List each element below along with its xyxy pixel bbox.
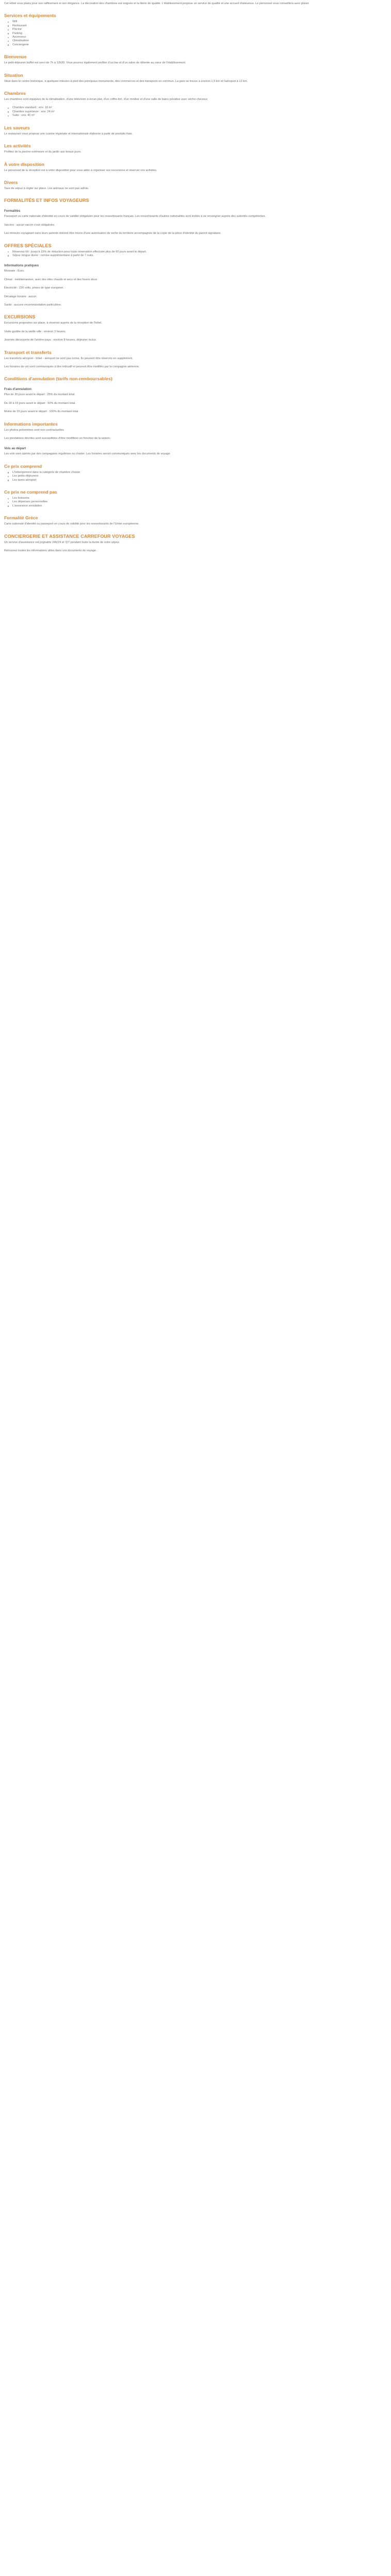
list-item: Les taxes aéroport — [12, 479, 387, 482]
services-title: Services et équipements — [4, 13, 56, 19]
offres-list — [4, 250, 387, 258]
prix-non-list — [4, 497, 387, 508]
paragraph: Électricité : 220 volts, prises de type européen. — [4, 286, 64, 290]
list-item: Les dépenses personnelles — [12, 500, 387, 504]
disposition-title: À votre disposition — [4, 161, 44, 167]
paragraph: Décalage horaire : aucun. — [4, 295, 38, 298]
formalites-title: FORMALITÉS ET INFOS VOYAGEURS — [4, 198, 89, 204]
paragraph: Moins de 15 jours avant le départ : 100% du montant total. — [4, 410, 79, 414]
prix-non-title: Ce prix ne comprend pas — [4, 489, 57, 495]
list-item: Chambre standard : env. 18 m² — [12, 106, 387, 110]
list-item: Parking — [12, 32, 387, 36]
chambres-text: Les chambres sont équipées de la climatisation, d'une télévision à écran plat, d'un coffre-fort, d'un minibar et d'une salle de bains privative avec sèche-cheveux. — [4, 98, 208, 101]
list-item: Restaurant — [12, 24, 387, 28]
bienvenue-title: Bienvenue — [4, 54, 27, 60]
situation-text: Situé dans le centre historique, à quelques minutes à pied des principaux monuments, des commerces et des transports en commun. La gare se trouve à environ 1,5 km et l'aéroport à 12 km. — [4, 79, 248, 83]
paragraph: Retrouvez toutes les informations utiles dans vos documents de voyage. — [4, 549, 97, 553]
paragraph: Les prestations décrites sont susceptibles d'être modifiées en fonction de la saison. — [4, 437, 111, 440]
paragraph: Santé : aucune recommandation particulière. — [4, 303, 62, 307]
excursions-title: EXCURSIONS — [4, 314, 36, 320]
list-item: L'hébergement dans la catégorie de chambre choisie — [12, 471, 387, 474]
disposition-text: Le personnel de la réception est à votre disposition pour vous aider à organiser vos excursions et réserver vos activités. — [4, 168, 157, 172]
list-item: Séjour longue durée : remise supplémentaire à partir de 7 nuits. — [12, 254, 387, 258]
chambres-list — [4, 106, 387, 117]
list-item: Piscine — [12, 28, 387, 31]
prix-title: Ce prix comprend — [4, 463, 42, 469]
divers-text: Taxe de séjour à régler sur place. Les animaux ne sont pas admis. — [4, 187, 89, 190]
assistance-title: CONCIERGERIE ET ASSISTANCE CARREFOUR VOYAGES — [4, 533, 135, 539]
list-item: L'assurance annulation — [12, 504, 387, 508]
paragraph: Les photos présentées sont non contractuelles. — [4, 428, 65, 432]
intro-text: Cet Hôtel vous plaira pour son raffinement et son élégance. La décoration des chambres est soignée et la literie de qualité. L'établissement propose un service de qualité et une accueil chaleureux. Le personnel vous conseillera avec plaisir. — [4, 2, 309, 5]
list-item: Chambre supérieure : env. 24 m² — [12, 110, 387, 114]
activites-title: Les activités — [4, 143, 31, 149]
bienvenue-text: Le petit-déjeuner buffet est servi de 7h à 10h30. Vous pourrez également profiter d'un bar et d'un salon de détente au cœur de l'établissement. — [4, 61, 186, 65]
list-item: Ascenseur — [12, 36, 387, 39]
paragraph: Monnaie : Euro. — [4, 269, 25, 273]
paragraph: Excursions proposées sur place, à réserver auprès de la réception de l'hôtel. — [4, 321, 102, 325]
offres-title: OFFRES SPÉCIALES — [4, 243, 52, 248]
transport-title: Transport et transferts — [4, 349, 52, 355]
page-content — [0, 0, 391, 553]
formule-title: Formalité Grèce — [4, 515, 38, 521]
services-list — [4, 20, 387, 47]
important-title: Informations importantes — [4, 421, 58, 427]
list-item: Suite : env. 40 m² — [12, 114, 387, 117]
list-item: Les petits-déjeuners — [12, 474, 387, 478]
saveurs-text: Le restaurant vous propose une cuisine régionale et internationale élaborée à partir de produits frais. — [4, 132, 133, 135]
conditions-subtitle: Frais d'annulation — [4, 387, 32, 392]
paragraph: Passeport ou carte nationale d'identité en cours de validité obligatoire pour les ressortissants français. Les ressortissants d'autres nationalités sont invités à se renseigner auprès des autorités compétentes. — [4, 215, 266, 218]
chambres-title: Chambres — [4, 91, 26, 96]
paragraph: Les horaires de vol sont communiqués à titre indicatif et peuvent être modifiés par la compagnie aérienne. — [4, 365, 140, 368]
formalites-subtitle: Formalités — [4, 209, 21, 213]
paragraph: Les transferts aéroport - hôtel - aéroport ne sont pas inclus. Ils peuvent être réservés en supplément. — [4, 357, 133, 360]
list-item: Climatisation — [12, 39, 387, 43]
paragraph: Les mineurs voyageant sans leurs parents doivent être munis d'une autorisation de sortie du territoire accompagnée de la copie de la pièce d'identité du parent signataire. — [4, 232, 221, 235]
paragraph: Journée découverte de l'arrière-pays : environ 8 heures, déjeuner inclus. — [4, 338, 97, 342]
list-item: Les boissons — [12, 497, 387, 500]
infos-title: Informations pratiques — [4, 264, 39, 268]
list-item: Conciergerie — [12, 43, 387, 47]
saveurs-title: Les saveurs — [4, 125, 30, 130]
paragraph: Vaccins : aucun vaccin n'est obligatoire. — [4, 223, 55, 227]
paragraph: Climat : méditerranéen, avec des étés chauds et secs et des hivers doux. — [4, 278, 98, 281]
list-item: Wifi — [12, 20, 387, 24]
conditions-title: Conditions d'annulation (tarifs non-remboursables) — [4, 376, 112, 382]
divers-title: Divers — [4, 179, 18, 185]
vols-title: Vols au départ — [4, 447, 26, 451]
paragraph: Les vols sont opérés par des compagnies régulières ou charter. Les horaires seront communiqués avec les documents de voyage. — [4, 452, 171, 456]
paragraph: Un service d'assistance est joignable 24h/24 et 7j/7 pendant toute la durée de votre séjour. — [4, 540, 120, 544]
paragraph: Visite guidée de la vieille ville : environ 3 heures. — [4, 330, 67, 333]
prix-list — [4, 471, 387, 482]
paragraph: De 30 à 15 jours avant le départ : 50% du montant total. — [4, 401, 76, 405]
list-item: Réservez tôt : jusqu'à 15% de réduction pour toute réservation effectuée plus de 60 jours avant le départ. — [12, 250, 387, 254]
situation-title: Situation — [4, 72, 23, 78]
activites-text: Profitez de la piscine extérieure et du jardin aux beaux jours. — [4, 150, 82, 154]
paragraph: Carte nationale d'identité ou passeport en cours de validité pour les ressortissants de l'Union européenne. — [4, 522, 140, 526]
paragraph: Plus de 30 jours avant le départ : 25% du montant total. — [4, 393, 75, 397]
